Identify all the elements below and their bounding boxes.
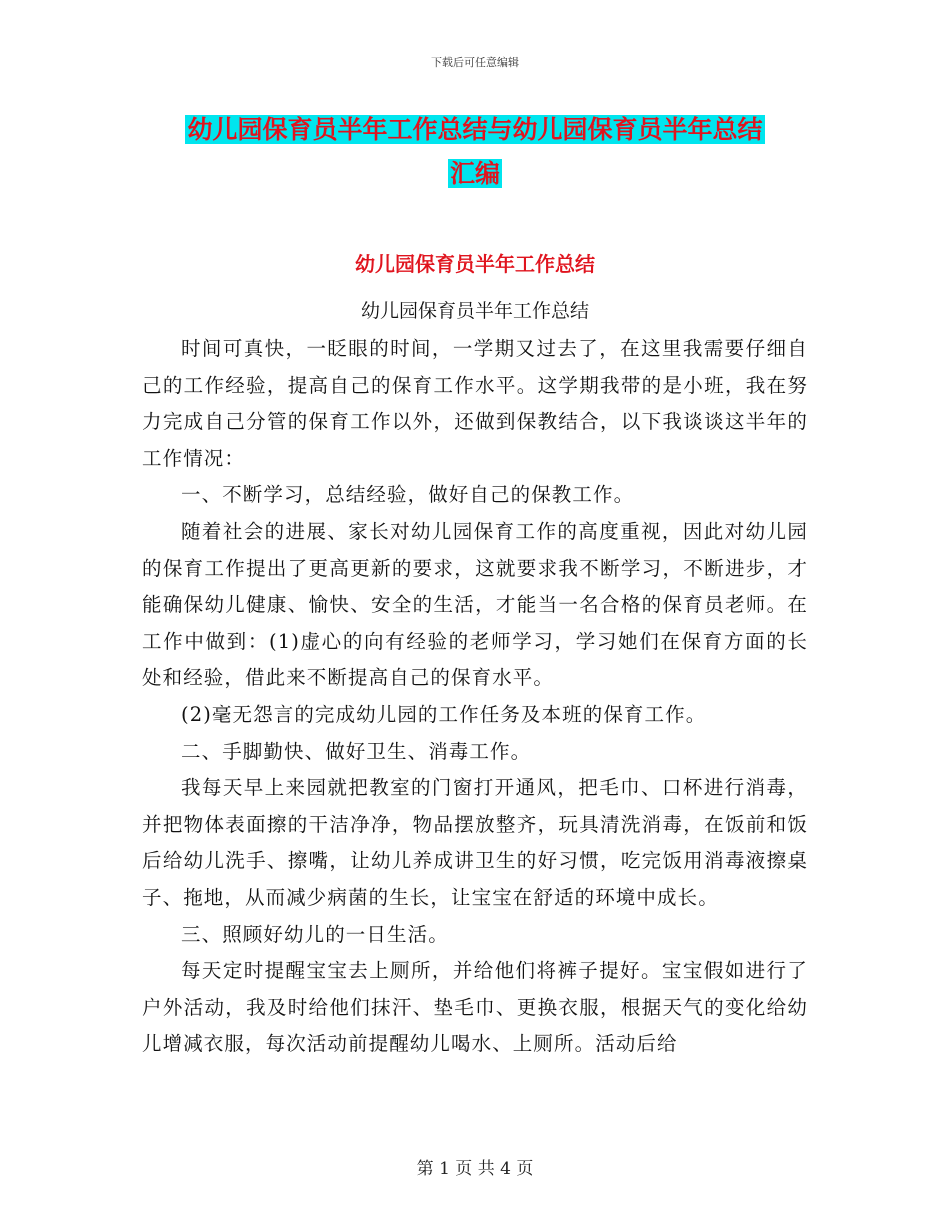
document-title-line-2: 汇编 bbox=[449, 159, 500, 188]
section-subtitle: 幼儿园保育员半年工作总结 bbox=[360, 300, 589, 322]
paragraph-heading-3: 三、照顾好幼儿的一日生活。 bbox=[181, 922, 449, 946]
header-note: 下载后可任意编辑 bbox=[431, 56, 519, 69]
section-title: 幼儿园保育员半年工作总结 bbox=[355, 252, 595, 276]
paragraph-duties: (2)毫无怨言的完成幼儿园的工作任务及本班的保育工作。 bbox=[181, 702, 707, 726]
document-title bbox=[0, 112, 950, 148]
page-footer: 第 1 页 共 4 页 bbox=[416, 1159, 534, 1179]
paragraph-intro: 时间可真快，一眨眼的时间，一学期又过去了，在这里我需要仔细自己的工作经验，提高自己的保育工作水平。这学期我带的是小班，我在努力完成自己分管的保育工作以外，还做到保教结合，以下我谈谈这半年的工作情况： bbox=[142, 337, 808, 470]
document-title-continued bbox=[0, 156, 950, 192]
paragraph-heading-2: 二、手脚勤快、做好卫生、消毒工作。 bbox=[181, 739, 532, 763]
paragraph-heading-1: 一、不断学习，总结经验，做好自己的保教工作。 bbox=[181, 483, 635, 507]
paragraph-daily-care: 每天定时提醒宝宝去上厕所，并给他们将裤子提好。宝宝假如进行了户外活动，我及时给他们抹汗、垫毛巾、更换衣服，根据天气的变化给幼儿增减衣服，每次活动前提醒幼儿喝水、上厕所。活动后给 bbox=[142, 959, 808, 1056]
document-title-line-1: 幼儿园保育员半年工作总结与幼儿园保育员半年总结 bbox=[187, 115, 763, 144]
paragraph-learning: 随着社会的进展、家长对幼儿园保育工作的高度重视，因此对幼儿园的保育工作提出了更高更新的要求，这就要求我不断学习，不断进步，才能确保幼儿健康、愉快、安全的生活，才能当一名合格的保育员老师。在工作中做到：(1)虚心的向有经验的老师学习，学习她们在保育方面的长处和经验，借此来不断提高自己的保育水平。 bbox=[142, 519, 808, 690]
body-text bbox=[142, 331, 808, 1063]
paragraph-hygiene: 我每天早上来园就把教室的门窗打开通风，把毛巾、口杯进行消毒，并把物体表面擦的干洁净净，物品摆放整齐，玩具清洗消毒，在饭前和饭后给幼儿洗手、擦嘴，让幼儿养成讲卫生的好习惯，吃完饭用消毒液擦桌子、拖地，从而减少病菌的生长，让宝宝在舒适的环境中成长。 bbox=[142, 776, 808, 909]
